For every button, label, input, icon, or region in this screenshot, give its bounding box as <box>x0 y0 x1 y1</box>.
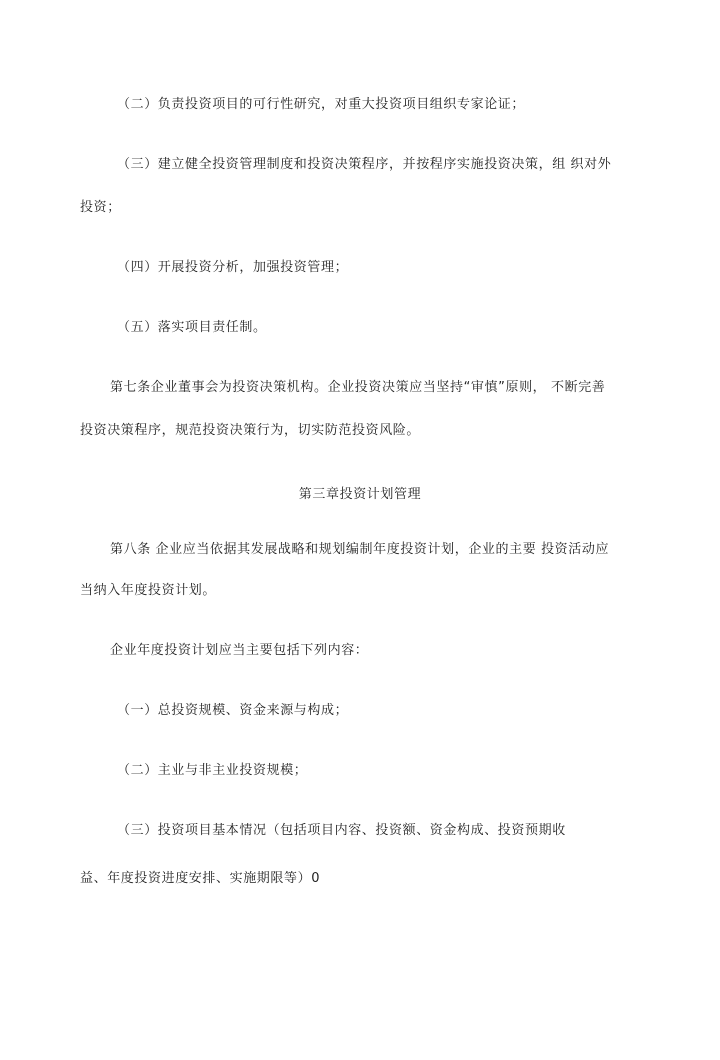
plan-item-1: （一）总投资规模、资金来源与构成； <box>117 703 349 718</box>
chapter-title: 第三章投资计划管理 <box>298 487 422 502</box>
list-item-3: （三）建立健全投资管理制度和投资决策程序，并按程序实施投资决策，组 织对外 <box>117 157 612 172</box>
list-item-2: （二）负责投资项目的可行性研究，对重大投资项目组织专家论证； <box>117 97 526 112</box>
article-7-continuation: 投资决策程序，规范投资决策行为，切实防范投资风险。 <box>80 423 421 438</box>
plan-item-3-continuation: 益、年度投资进度安排、实施期限等）0 <box>80 871 321 886</box>
article-7-paragraph: 第七条企业董事会为投资决策机构。企业投资决策应当坚持“审慎”原则， 不断完善 <box>110 380 606 395</box>
plan-item-3: （三）投资项目基本情况（包括项目内容、投资额、资金构成、投资预期收 <box>117 823 566 838</box>
list-item-3-continuation: 投资； <box>80 200 121 215</box>
list-item-5: （五）落实项目责任制。 <box>117 320 267 335</box>
article-8-paragraph: 第八条 企业应当依据其发展战略和规划编制年度投资计划，企业的主要 投资活动应 <box>110 542 610 557</box>
plan-contents-intro: 企业年度投资计划应当主要包括下列内容： <box>110 643 369 658</box>
plan-item-2: （二）主业与非主业投资规模； <box>117 763 308 778</box>
article-8-continuation: 当纳入年度投资计划。 <box>80 583 217 598</box>
list-item-4: （四）开展投资分析，加强投资管理； <box>117 260 349 275</box>
